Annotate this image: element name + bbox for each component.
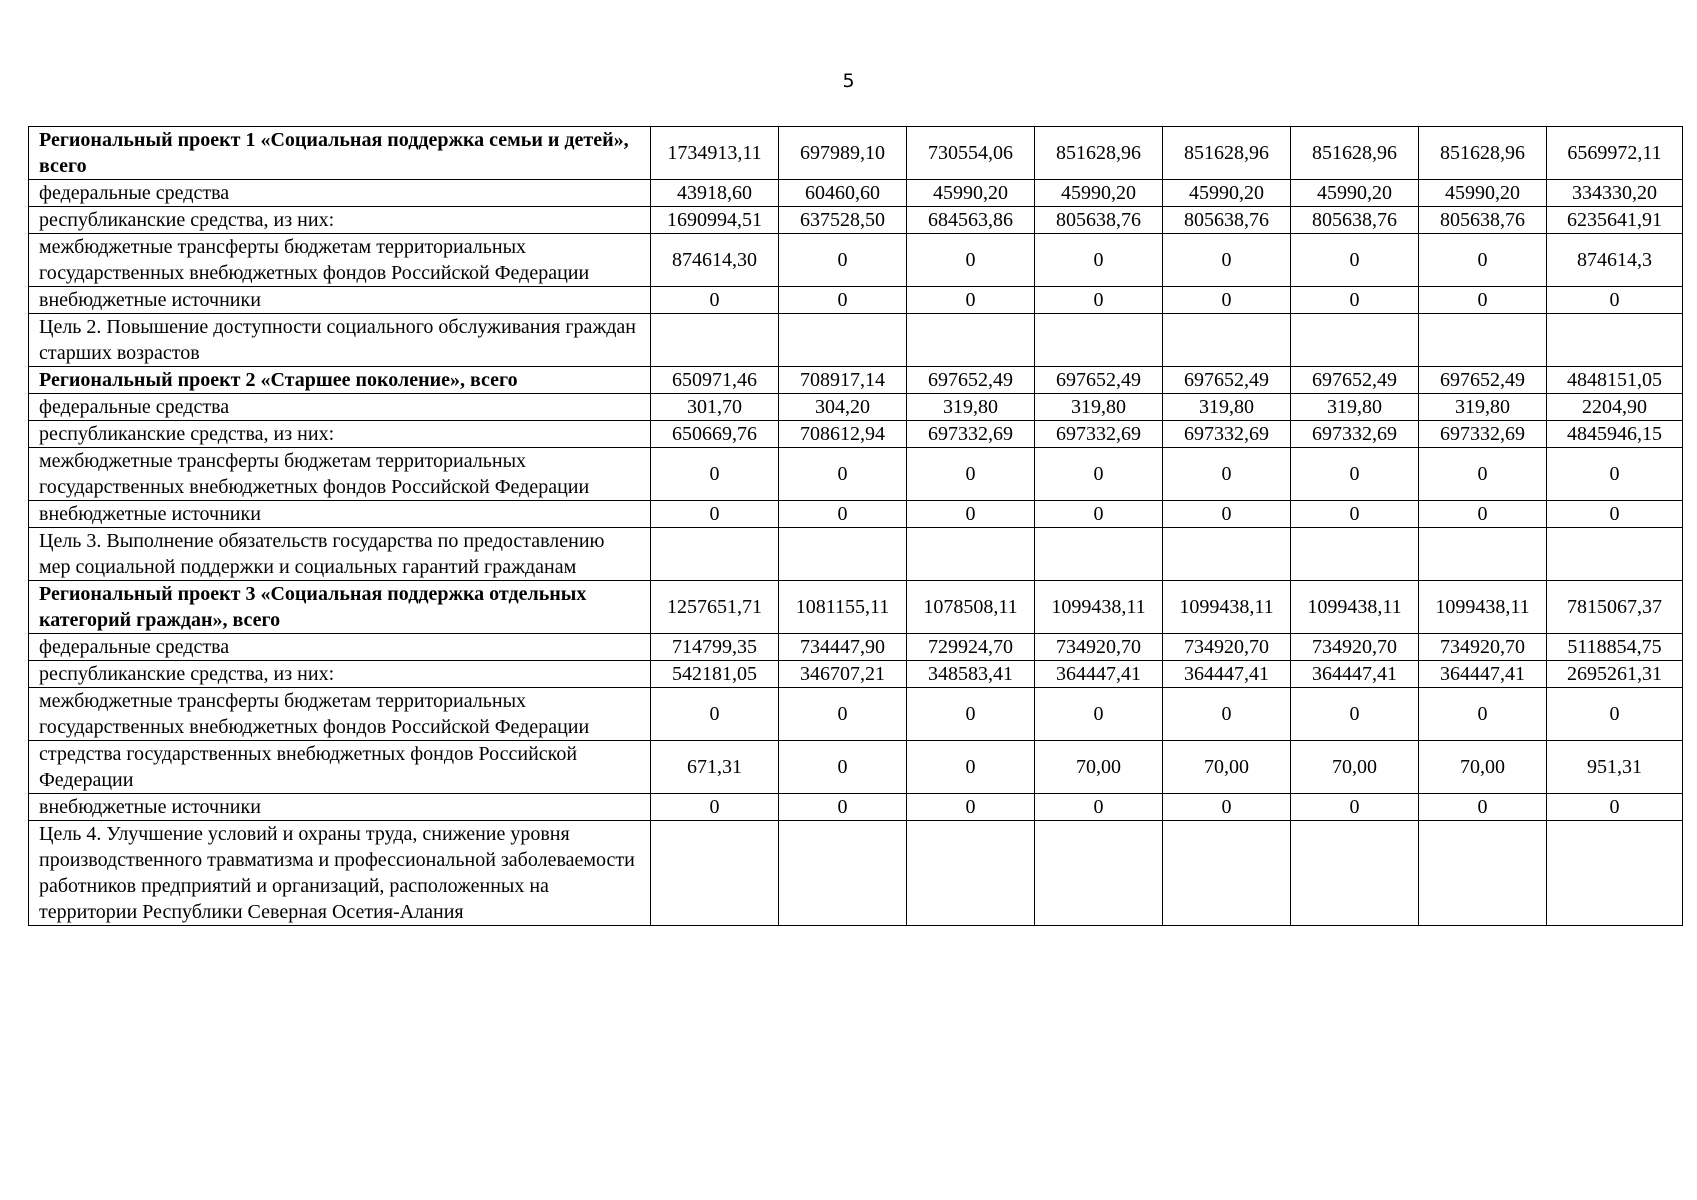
table-row: [29, 794, 1683, 821]
value-cell: 301,70: [651, 394, 779, 421]
table-row: [29, 180, 1683, 207]
value-cell: 0: [1035, 501, 1163, 528]
table-row: [29, 661, 1683, 688]
value-cell: 346707,21: [779, 661, 907, 688]
value-cell: [651, 314, 779, 367]
value-cell: 0: [1291, 287, 1419, 314]
value-cell: 0: [779, 794, 907, 821]
row-label: межбюджетные трансферты бюджетам территориальных государственных внебюджетных фондов Российской Федерации: [29, 448, 651, 501]
value-cell: 650971,46: [651, 367, 779, 394]
value-cell: 45990,20: [907, 180, 1035, 207]
value-cell: 319,80: [1163, 394, 1291, 421]
value-cell: 697652,49: [1163, 367, 1291, 394]
row-label: республиканские средства, из них:: [29, 661, 651, 688]
row-label: стредства государственных внебюджетных фондов Российской Федерации: [29, 741, 651, 794]
row-label: Региональный проект 3 «Социальная поддержка отдельных категорий граждан», всего: [29, 581, 651, 634]
value-cell: 0: [1291, 448, 1419, 501]
table-row: [29, 501, 1683, 528]
value-cell: 0: [779, 688, 907, 741]
value-cell: [1291, 821, 1419, 926]
row-label: межбюджетные трансферты бюджетам территориальных государственных внебюджетных фондов Российской Федерации: [29, 234, 651, 287]
page-number: 5: [842, 70, 855, 92]
value-cell: [1035, 821, 1163, 926]
row-label: внебюджетные источники: [29, 501, 651, 528]
value-cell: 708612,94: [779, 421, 907, 448]
value-cell: 319,80: [1419, 394, 1547, 421]
table-row: [29, 688, 1683, 741]
table-row: [29, 421, 1683, 448]
value-cell: 45990,20: [1035, 180, 1163, 207]
row-label: Цель 4. Улучшение условий и охраны труда, снижение уровня производственного травматизма и профессиональной заболеваемости работников предприятий и организаций, расположенных на территории Республики Северная Осетия-Алания: [29, 821, 651, 926]
value-cell: 729924,70: [907, 634, 1035, 661]
value-cell: 805638,76: [1419, 207, 1547, 234]
value-cell: 805638,76: [1163, 207, 1291, 234]
value-cell: [1419, 821, 1547, 926]
value-cell: 348583,41: [907, 661, 1035, 688]
value-cell: 851628,96: [1291, 127, 1419, 180]
value-cell: 0: [907, 501, 1035, 528]
value-cell: 637528,50: [779, 207, 907, 234]
value-cell: 2204,90: [1547, 394, 1683, 421]
value-cell: 0: [651, 794, 779, 821]
value-cell: 0: [907, 448, 1035, 501]
row-label: межбюджетные трансферты бюджетам территориальных государственных внебюджетных фондов Российской Федерации: [29, 688, 651, 741]
value-cell: 0: [1419, 287, 1547, 314]
value-cell: 0: [1035, 448, 1163, 501]
value-cell: 697332,69: [1035, 421, 1163, 448]
table-row: [29, 314, 1683, 367]
value-cell: 851628,96: [1035, 127, 1163, 180]
value-cell: 0: [651, 287, 779, 314]
row-label: республиканские средства, из них:: [29, 421, 651, 448]
budget-table: [28, 126, 1683, 926]
value-cell: [1419, 528, 1547, 581]
value-cell: 0: [1291, 234, 1419, 287]
value-cell: 70,00: [1419, 741, 1547, 794]
value-cell: 734920,70: [1419, 634, 1547, 661]
value-cell: 0: [779, 501, 907, 528]
value-cell: 0: [1291, 501, 1419, 528]
value-cell: 0: [651, 448, 779, 501]
value-cell: [1547, 528, 1683, 581]
value-cell: 0: [1291, 688, 1419, 741]
value-cell: 43918,60: [651, 180, 779, 207]
value-cell: 0: [1419, 501, 1547, 528]
value-cell: 364447,41: [1291, 661, 1419, 688]
value-cell: 334330,20: [1547, 180, 1683, 207]
value-cell: 734920,70: [1291, 634, 1419, 661]
value-cell: [1547, 821, 1683, 926]
row-label: Региональный проект 1 «Социальная поддержка семьи и детей», всего: [29, 127, 651, 180]
value-cell: 70,00: [1035, 741, 1163, 794]
value-cell: 0: [1035, 234, 1163, 287]
row-label: федеральные средства: [29, 394, 651, 421]
value-cell: 0: [907, 741, 1035, 794]
value-cell: 0: [1547, 287, 1683, 314]
value-cell: [651, 821, 779, 926]
row-label: Цель 2. Повышение доступности социального обслуживания граждан старших возрастов: [29, 314, 651, 367]
value-cell: 697332,69: [1419, 421, 1547, 448]
table-row: [29, 234, 1683, 287]
value-cell: 684563,86: [907, 207, 1035, 234]
value-cell: 1081155,11: [779, 581, 907, 634]
value-cell: 304,20: [779, 394, 907, 421]
value-cell: 851628,96: [1419, 127, 1547, 180]
value-cell: 697332,69: [1163, 421, 1291, 448]
value-cell: [1163, 821, 1291, 926]
value-cell: 2695261,31: [1547, 661, 1683, 688]
value-cell: 0: [779, 448, 907, 501]
value-cell: 1257651,71: [651, 581, 779, 634]
value-cell: 697652,49: [1035, 367, 1163, 394]
value-cell: 650669,76: [651, 421, 779, 448]
value-cell: 60460,60: [779, 180, 907, 207]
value-cell: 805638,76: [1291, 207, 1419, 234]
value-cell: [1291, 528, 1419, 581]
table-row: [29, 741, 1683, 794]
value-cell: 708917,14: [779, 367, 907, 394]
value-cell: 0: [907, 794, 1035, 821]
value-cell: 851628,96: [1163, 127, 1291, 180]
value-cell: 0: [907, 287, 1035, 314]
value-cell: 4848151,05: [1547, 367, 1683, 394]
value-cell: [779, 528, 907, 581]
value-cell: 45990,20: [1419, 180, 1547, 207]
value-cell: 0: [1291, 794, 1419, 821]
value-cell: [779, 314, 907, 367]
value-cell: 319,80: [907, 394, 1035, 421]
budget-table-body: [29, 127, 1683, 926]
table-row-project-total: [29, 581, 1683, 634]
table-row: [29, 528, 1683, 581]
value-cell: 542181,05: [651, 661, 779, 688]
value-cell: 0: [1419, 448, 1547, 501]
value-cell: 364447,41: [1035, 661, 1163, 688]
value-cell: [651, 528, 779, 581]
table-row: [29, 634, 1683, 661]
value-cell: 0: [1547, 688, 1683, 741]
value-cell: 0: [907, 234, 1035, 287]
value-cell: 0: [1419, 688, 1547, 741]
value-cell: [1035, 528, 1163, 581]
value-cell: 0: [1547, 501, 1683, 528]
table-row: [29, 448, 1683, 501]
value-cell: 0: [1163, 234, 1291, 287]
value-cell: [907, 314, 1035, 367]
value-cell: [907, 528, 1035, 581]
row-label: федеральные средства: [29, 634, 651, 661]
table-row: [29, 821, 1683, 926]
value-cell: 697652,49: [1291, 367, 1419, 394]
value-cell: 714799,35: [651, 634, 779, 661]
value-cell: [907, 821, 1035, 926]
value-cell: 70,00: [1291, 741, 1419, 794]
value-cell: 319,80: [1291, 394, 1419, 421]
value-cell: 70,00: [1163, 741, 1291, 794]
row-label: внебюджетные источники: [29, 794, 651, 821]
table-row: [29, 207, 1683, 234]
value-cell: [1547, 314, 1683, 367]
value-cell: 697652,49: [1419, 367, 1547, 394]
value-cell: 805638,76: [1035, 207, 1163, 234]
value-cell: 730554,06: [907, 127, 1035, 180]
value-cell: 0: [1163, 448, 1291, 501]
value-cell: 0: [651, 501, 779, 528]
value-cell: 0: [1419, 234, 1547, 287]
value-cell: 734920,70: [1163, 634, 1291, 661]
table-row-project-total: [29, 127, 1683, 180]
table-row-project-total: [29, 367, 1683, 394]
value-cell: [1163, 314, 1291, 367]
value-cell: 1690994,51: [651, 207, 779, 234]
value-cell: 7815067,37: [1547, 581, 1683, 634]
value-cell: 4845946,15: [1547, 421, 1683, 448]
value-cell: 697989,10: [779, 127, 907, 180]
value-cell: 0: [1035, 794, 1163, 821]
value-cell: 874614,3: [1547, 234, 1683, 287]
value-cell: 1099438,11: [1035, 581, 1163, 634]
table-row: [29, 394, 1683, 421]
value-cell: 697652,49: [907, 367, 1035, 394]
value-cell: 734920,70: [1035, 634, 1163, 661]
row-label: федеральные средства: [29, 180, 651, 207]
value-cell: 0: [779, 234, 907, 287]
row-label: республиканские средства, из них:: [29, 207, 651, 234]
value-cell: [779, 821, 907, 926]
value-cell: 697332,69: [1291, 421, 1419, 448]
value-cell: 0: [1547, 794, 1683, 821]
value-cell: 0: [1547, 448, 1683, 501]
value-cell: 874614,30: [651, 234, 779, 287]
value-cell: 0: [1035, 287, 1163, 314]
value-cell: 951,31: [1547, 741, 1683, 794]
row-label: внебюджетные источники: [29, 287, 651, 314]
value-cell: 6235641,91: [1547, 207, 1683, 234]
value-cell: 364447,41: [1163, 661, 1291, 688]
value-cell: 0: [1163, 794, 1291, 821]
value-cell: 45990,20: [1291, 180, 1419, 207]
value-cell: 319,80: [1035, 394, 1163, 421]
value-cell: 0: [1163, 688, 1291, 741]
value-cell: 1099438,11: [1291, 581, 1419, 634]
value-cell: 0: [1419, 794, 1547, 821]
value-cell: 6569972,11: [1547, 127, 1683, 180]
row-label: Региональный проект 2 «Старшее поколение», всего: [29, 367, 651, 394]
value-cell: 0: [1163, 501, 1291, 528]
value-cell: 364447,41: [1419, 661, 1547, 688]
row-label: Цель 3. Выполнение обязательств государства по предоставлению мер социальной поддержки и социальных гарантий гражданам: [29, 528, 651, 581]
value-cell: 1099438,11: [1419, 581, 1547, 634]
value-cell: 1734913,11: [651, 127, 779, 180]
value-cell: 45990,20: [1163, 180, 1291, 207]
value-cell: 1099438,11: [1163, 581, 1291, 634]
value-cell: 697332,69: [907, 421, 1035, 448]
value-cell: 671,31: [651, 741, 779, 794]
value-cell: 734447,90: [779, 634, 907, 661]
value-cell: 5118854,75: [1547, 634, 1683, 661]
value-cell: [1035, 314, 1163, 367]
value-cell: 0: [1035, 688, 1163, 741]
value-cell: 0: [651, 688, 779, 741]
table-row: [29, 287, 1683, 314]
value-cell: [1419, 314, 1547, 367]
value-cell: 0: [1163, 287, 1291, 314]
value-cell: 1078508,11: [907, 581, 1035, 634]
value-cell: 0: [779, 741, 907, 794]
value-cell: 0: [907, 688, 1035, 741]
value-cell: [1163, 528, 1291, 581]
value-cell: 0: [779, 287, 907, 314]
value-cell: [1291, 314, 1419, 367]
